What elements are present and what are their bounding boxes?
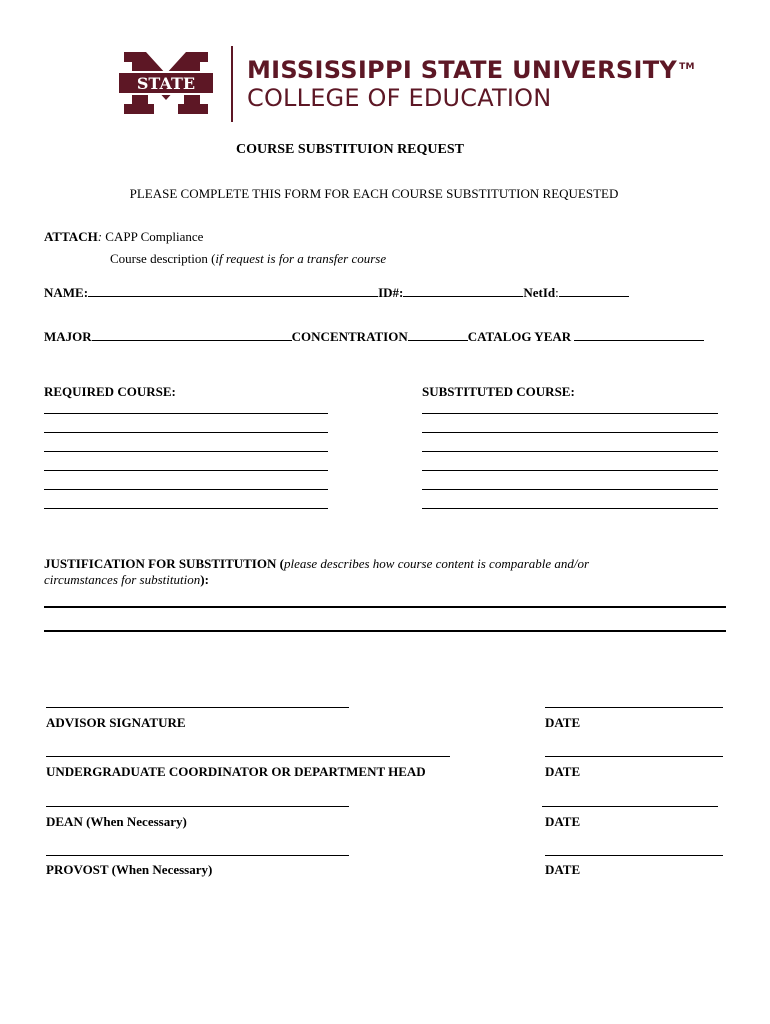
justification-line[interactable] bbox=[44, 606, 726, 608]
form-title: COURSE SUBSTITUION REQUEST bbox=[236, 142, 464, 157]
university-logo bbox=[116, 48, 216, 118]
justification-line[interactable] bbox=[44, 630, 726, 632]
university-name: MISSISSIPPI STATE UNIVERSITY ™ bbox=[247, 56, 695, 84]
substituted-course-label: SUBSTITUTED COURSE: bbox=[422, 384, 575, 399]
coordinator-signature-line[interactable] bbox=[46, 756, 450, 757]
advisor-date-line[interactable] bbox=[545, 707, 723, 708]
substituted-course-line[interactable] bbox=[422, 508, 718, 509]
coordinator-signature-label: UNDERGRADUATE COORDINATOR OR DEPARTMENT HEAD bbox=[46, 764, 426, 779]
concentration-label: CONCENTRATION bbox=[291, 329, 408, 344]
required-course-line[interactable] bbox=[44, 413, 328, 414]
substituted-course-line[interactable] bbox=[422, 432, 718, 433]
catalog-year-label: CATALOG YEAR bbox=[467, 329, 572, 344]
provost-signature-line[interactable] bbox=[46, 855, 349, 856]
required-course-line[interactable] bbox=[44, 432, 328, 433]
major-label: MAJOR bbox=[44, 329, 92, 344]
name-label: NAME bbox=[44, 285, 84, 300]
coordinator-date-label: DATE bbox=[545, 764, 581, 779]
required-course-line[interactable] bbox=[44, 451, 328, 452]
dean-signature-label: DEAN (When Necessary) bbox=[46, 814, 187, 829]
catalog-year-field[interactable] bbox=[574, 329, 704, 341]
required-course-line[interactable] bbox=[44, 489, 328, 490]
form-subtitle: PLEASE COMPLETE THIS FORM FOR EACH COURSE SUBSTITUTION REQUESTED bbox=[129, 186, 619, 201]
substituted-course-line[interactable] bbox=[422, 489, 718, 490]
id-field[interactable] bbox=[403, 285, 523, 297]
college-name: COLLEGE OF EDUCATION bbox=[247, 84, 552, 112]
advisor-date-label: DATE bbox=[545, 715, 581, 730]
justification-label: JUSTIFICATION FOR SUBSTITUTION (please describes how course content is comparable and/or bbox=[44, 556, 590, 571]
netid-label: NetId bbox=[523, 285, 556, 300]
netid-field[interactable] bbox=[559, 285, 629, 297]
required-course-label: REQUIRED COURSE: bbox=[44, 384, 176, 399]
substituted-course-line[interactable] bbox=[422, 470, 718, 471]
advisor-signature-line[interactable] bbox=[46, 707, 349, 708]
provost-date-label: DATE bbox=[545, 862, 581, 877]
attach-item-description: Course description (if request is for a transfer course bbox=[110, 251, 387, 266]
advisor-signature-label: ADVISOR SIGNATURE bbox=[46, 715, 186, 730]
attach-label: ATTACH bbox=[44, 229, 98, 244]
logo-divider bbox=[231, 46, 233, 122]
logo-state-text: STATE bbox=[136, 74, 196, 93]
provost-date-line[interactable] bbox=[545, 855, 723, 856]
concentration-field[interactable] bbox=[408, 329, 468, 341]
attach-line: ATTACH: CAPP Compliance bbox=[44, 229, 204, 244]
provost-signature-label: PROVOST (When Necessary) bbox=[46, 862, 213, 877]
required-course-line[interactable] bbox=[44, 508, 328, 509]
dean-signature-line[interactable] bbox=[46, 806, 349, 807]
coordinator-date-line[interactable] bbox=[545, 756, 723, 757]
attach-item-capp: CAPP Compliance bbox=[105, 229, 204, 244]
dean-date-line[interactable] bbox=[542, 806, 718, 807]
justification-label-cont: circumstances for substitution): bbox=[44, 572, 209, 587]
id-label: ID# bbox=[378, 285, 400, 300]
dean-date-label: DATE bbox=[545, 814, 581, 829]
major-field[interactable] bbox=[92, 329, 292, 341]
name-row: NAME: ID#: NetId: bbox=[44, 285, 629, 301]
substituted-course-line[interactable] bbox=[422, 413, 718, 414]
name-field[interactable] bbox=[88, 285, 378, 297]
trademark: TM bbox=[679, 62, 695, 72]
major-row bbox=[44, 329, 704, 345]
substituted-course-line[interactable] bbox=[422, 451, 718, 452]
required-course-line[interactable] bbox=[44, 470, 328, 471]
